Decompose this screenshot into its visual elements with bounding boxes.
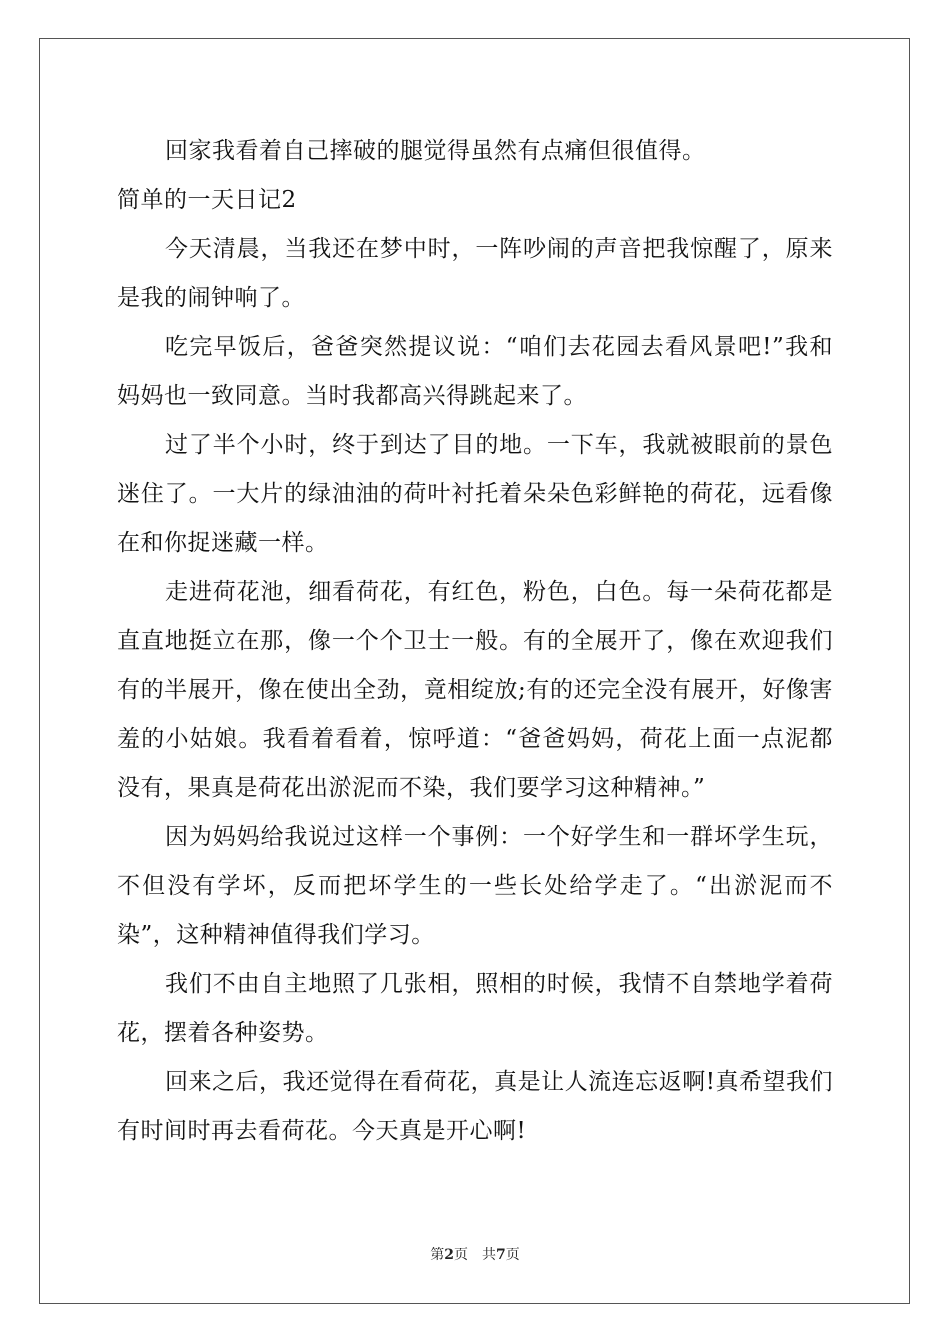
paragraph-5: 走进荷花池，细看荷花，有红色，粉色，白色。每一朵荷花都是直直地挺立在那，像一个个卫士一般。有的全展开了，像在欢迎我们有的半展开，像在使出全劲，竟相绽放;有的还完全没有展开，好像害羞的小姑娘。我看着看着，惊呼道：“爸爸妈妈，荷花上面一点泥都没有，果真是荷花出淤泥而不染，我们要学习这种精神。”	[117, 579, 833, 801]
paragraph-8: 回来之后，我还觉得在看荷花，真是让人流连忘返啊!真希望我们有时间时再去看荷花。今天真是开心啊!	[117, 1069, 833, 1144]
paragraph-4: 过了半个小时，终于到达了目的地。一下车，我就被眼前的景色迷住了。一大片的绿油油的荷叶衬托着朵朵色彩鲜艳的荷花，远看像在和你捉迷藏一样。	[117, 432, 833, 556]
paragraph-6: 因为妈妈给我说过这样一个事例：一个好学生和一群坏学生玩，不但没有学坏，反而把坏学生的一些长处给学走了。“出淤泥而不染”，这种精神值得我们学习。	[117, 824, 833, 948]
page-number-prefix: 第	[430, 1247, 445, 1263]
page-number-current: 2	[444, 1247, 454, 1263]
page-total-suffix: 页	[505, 1247, 520, 1263]
section-heading: 简单的一天日记2	[117, 187, 297, 213]
document-body	[117, 127, 833, 1156]
page-total: 7	[496, 1247, 506, 1263]
page-footer	[0, 1244, 950, 1264]
paragraph-7: 我们不由自主地照了几张相，照相的时候，我情不自禁地学着荷花，摆着各种姿势。	[117, 971, 833, 1046]
page-total-prefix: 共	[482, 1247, 496, 1263]
page-number-suffix: 页	[454, 1247, 468, 1263]
paragraph-1: 回家我看着自己摔破的腿觉得虽然有点痛但很值得。	[165, 138, 706, 164]
paragraph-2: 今天清晨，当我还在梦中时，一阵吵闹的声音把我惊醒了，原来是我的闹钟响了。	[117, 236, 833, 311]
paragraph-3: 吃完早饭后，爸爸突然提议说：“咱们去花园去看风景吧!”我和妈妈也一致同意。当时我都高兴得跳起来了。	[117, 334, 833, 409]
